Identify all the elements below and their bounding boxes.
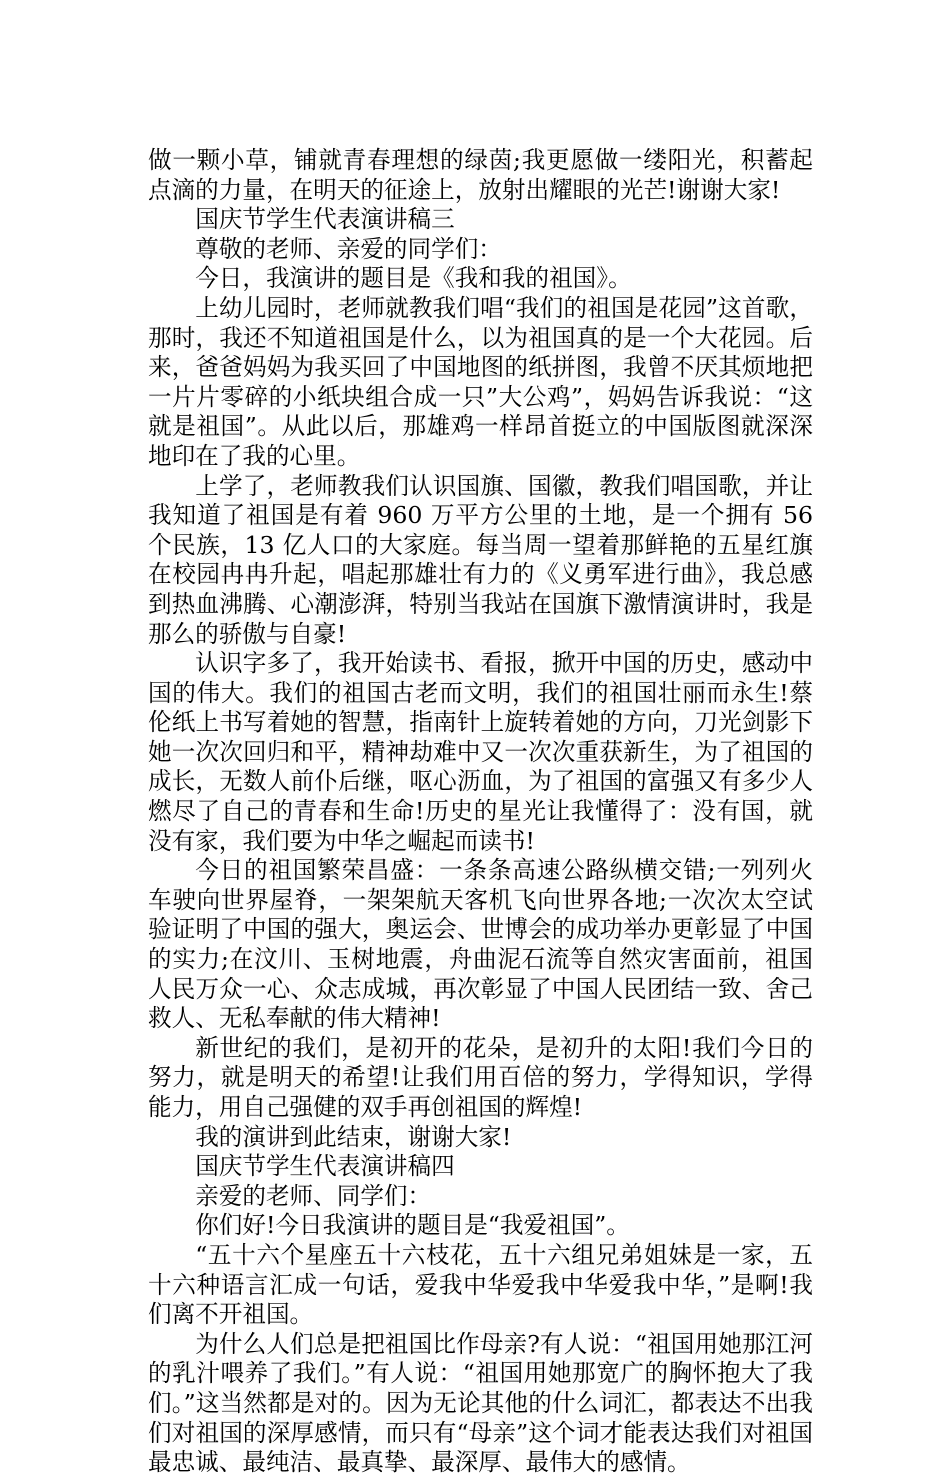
paragraph: 今日的祖国繁荣昌盛：一条条高速公路纵横交错;一列列火车驶向世界屋脊，一架架航天客机飞向世界各地;一次次太空试验证明了中国的强大，奥运会、世博会的成功举办更彰显了中国的实力;在汶川、玉树地震，舟曲泥石流等自然灾害面前，祖国人民万众一心、众志成城，再次彰显了中国人民团结一致、舍己救人、无私奉献的伟大精神! [148,856,813,1033]
paragraph: 我的演讲到此结束，谢谢大家! [195,1122,512,1151]
salutation: 尊敬的老师、亲爱的同学们： [195,234,502,263]
paragraph: 你们好!今日我演讲的题目是“我爱祖国”。 [195,1211,630,1240]
paragraph: 认识字多了，我开始读书、看报，掀开中国的历史，感动中国的伟大。我们的祖国古老而文明，我们的祖国壮丽而永生!蔡伦纸上书写着她的智慧，指南针上旋转着她的方向，刀光剑影下她一次次回归和平，精神劫难中又一次次重获新生，为了祖国的成长，无数人前仆后继，呕心沥血，为了祖国的富强又有多少人燃尽了自己的青春和生命!历史的星光让我懂得了：没有国，就没有家，我们要为中华之崛起而读书! [148,649,813,855]
paragraph: 上幼儿园时，老师就教我们唱“我们的祖国是花园”这首歌，那时，我还不知道祖国是什么，以为祖国真的是一个大花园。后来，爸爸妈妈为我买回了中国地图的纸拼图，我曾不厌其烦地把一片片零碎的小纸块组合成一只”大公鸡”，妈妈告诉我说：“这就是祖国”。从此以后，那雄鸡一样昂首挺立的中国版图就深深地印在了我的心里。 [148,293,813,470]
paragraph: 新世纪的我们，是初开的花朵，是初升的太阳!我们今日的努力，就是明天的希望!让我们用百倍的努力，学得知识，学得能力，用自己强健的双手再创祖国的辉煌! [148,1033,813,1121]
paragraph: 今日，我演讲的题目是《我和我的祖国》。 [195,264,632,293]
paragraph: 为什么人们总是把祖国比作母亲?有人说：“祖国用她那江河的乳汁喂养了我们。”有人说：“祖国用她那宽广的胸怀抱大了我们。”这当然都是对的。因为无论其他的什么词汇，都表达不出我们对祖国的深厚感情，而只有“母亲”这个词才能表达我们对祖国最忠诚、最纯洁、最真挚、最深厚、最伟大的感情。 [148,1329,813,1477]
section-heading: 国庆节学生代表演讲稿四 [195,1152,455,1181]
section-heading: 国庆节学生代表演讲稿三 [195,205,455,234]
paragraph: 上学了，老师教我们认识国旗、国徽，教我们唱国歌，并让我知道了祖国是有着 960 万平方公里的土地，是一个拥有 56 个民族，13 亿人口的大家庭。每当周一望着那鲜艳的五星红旗在校园冉冉升起，唱起那雄壮有力的《义勇军进行曲》，我总感到热血沸腾、心潮澎湃，特别当我站在国旗下激情演讲时，我是那么的骄傲与自豪! [148,471,813,648]
paragraph: “五十六个星座五十六枝花，五十六组兄弟姐妹是一家，五十六种语言汇成一句话，爱我中华爱我中华爱我中华，”是啊!我们离不开祖国。 [148,1240,813,1329]
body-text [148,146,813,1478]
salutation: 亲爱的老师、同学们： [195,1181,432,1210]
paragraph: 做一颗小草，铺就青春理想的绿茵;我更愿做一缕阳光，积蓄起点滴的力量，在明天的征途上，放射出耀眼的光芒!谢谢大家! [148,146,813,204]
